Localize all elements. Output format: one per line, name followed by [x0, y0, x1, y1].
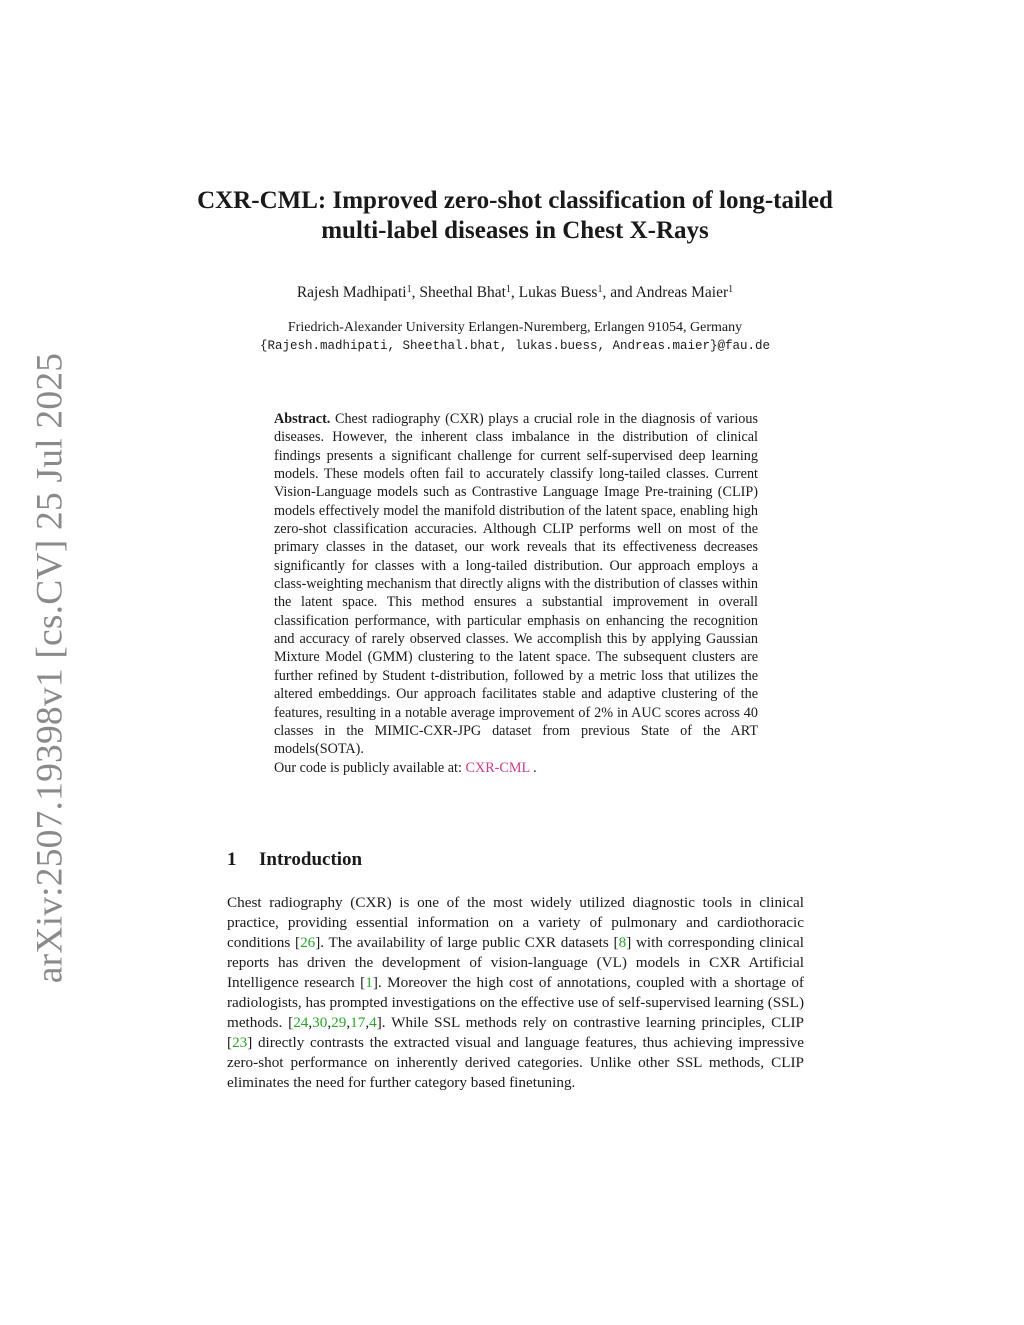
author-list [190, 284, 840, 302]
introduction-text: ] with corresponding clinical reports has driven the development of vision-language (VL) models in CXR Artificial Intelligence research [ [227, 934, 804, 992]
introduction-text: ] directly contrasts the extracted visual and language features, thus achieving impressive zero-shot performance on inherently derived categories. Unlike other SSL methods, CLIP eliminates the need for further category based finetuning. [227, 1034, 804, 1092]
paper-title: CXR-CML: Improved zero-shot classification of long-tailed multi-label diseases in Chest X-Rays [197, 187, 833, 244]
author-name: Rajesh Madhipati [296, 284, 407, 301]
author-affiliation: Friedrich-Alexander University Erlangen-Nuremberg, Erlangen 91054, Germany [287, 320, 743, 335]
introduction-text: ]. Moreover the high cost of annotations, coupled with a shortage of radiologists, has prompted investigations on the effective use of self-supervised learning (SSL) methods. [ [227, 974, 804, 1032]
code-availability-line [274, 759, 758, 777]
citation-link[interactable]: 23 [232, 1034, 248, 1052]
author-name: Lukas Buess [518, 284, 598, 301]
author-affiliation-marker: 1 [597, 284, 603, 295]
author-name: Sheethal Bhat [419, 284, 506, 301]
abstract-label: Abstract. [274, 411, 331, 427]
citation-link[interactable]: 8 [618, 934, 627, 952]
citation-link[interactable]: 1 [365, 974, 373, 992]
abstract-block [274, 410, 758, 777]
code-repository-link[interactable]: CXR-CML [465, 759, 530, 776]
author-affiliation-marker: 1 [728, 284, 734, 295]
author-affiliation-marker: 1 [505, 284, 511, 295]
introduction-text: , [365, 1014, 370, 1032]
section-number: 1 [227, 849, 237, 870]
introduction-text: ]. The availability of large public CXR datasets [ [315, 934, 619, 952]
citation-link[interactable]: 29 [331, 1014, 347, 1032]
author-separator: , [510, 284, 519, 301]
citation-link[interactable]: 24 [293, 1014, 309, 1032]
author-separator: , [411, 284, 420, 301]
introduction-text: , [327, 1014, 332, 1032]
introduction-paragraph [227, 893, 804, 1093]
citation-link[interactable]: 4 [369, 1014, 377, 1032]
abstract-paragraph [274, 410, 758, 759]
citation-link[interactable]: 17 [350, 1014, 366, 1032]
introduction-text: , [308, 1014, 313, 1032]
code-availability-prefix: Our code is publicly available at: [274, 759, 466, 776]
section-heading-introduction [227, 849, 362, 871]
introduction-text: , [346, 1014, 351, 1032]
arxiv-identifier-stamp[interactable]: arXiv:2507.19398v1 [cs.CV] 25 Jul 2025 [29, 352, 71, 984]
section-title: Introduction [259, 849, 363, 870]
introduction-text: Chest radiography (CXR) is one of the most widely utilized diagnostic tools in clinical practice, providing essential information on a variety of pulmonary and cardiothoracic conditions [ [227, 894, 804, 952]
abstract-text: Chest radiography (CXR) plays a crucial role in the diagnosis of various diseases. However, the inherent class imbalance in the distribution of clinical findings presents a significant challenge for current self-supervised deep learning models. These models often fail to accurately classify long-tailed classes. Current Vision-Language models such as Contrastive Language Image Pre-training (CLIP) models effectively model the manifold distribution of the latent space, enabling high zero-shot classification accuracies. Although CLIP performs well on most of the primary classes in the dataset, our work reveals that its effectiveness decreases significantly for classes with a long-tailed distribution. Our approach employs a class-weighting mechanism that directly aligns with the distribution of classes within the latent space. This method ensures a substantial improvement in overall classification performance, with particular emphasis on enhancing the recognition and accuracy of rarely observed classes. We accomplish this by applying Gaussian Mixture Model (GMM) clustering to the latent space. The subsequent clusters are further refined by Student t-distribution, followed by a metric loss that utilizes the altered embeddings. Our approach facilitates stable and adaptive clustering of the features, resulting in a notable average improvement of 2% in AUC scores across 40 classes in the MIMIC-CXR-JPG dataset from previous State of the ART models(SOTA). [274, 411, 759, 758]
author-separator: , and [602, 284, 636, 301]
author-emails[interactable]: {Rajesh.madhipati, Sheethal.bhat, lukas.buess, Andreas.maier}@fau.de [259, 339, 771, 353]
author-affiliation-marker: 1 [406, 284, 412, 295]
introduction-text: ]. While SSL methods rely on contrastive learning principles, CLIP [ [227, 1014, 804, 1052]
citation-link[interactable]: 26 [300, 934, 316, 952]
author-name: Andreas Maier [635, 284, 729, 301]
code-availability-suffix: . [529, 759, 537, 776]
citation-link[interactable]: 30 [312, 1014, 328, 1032]
